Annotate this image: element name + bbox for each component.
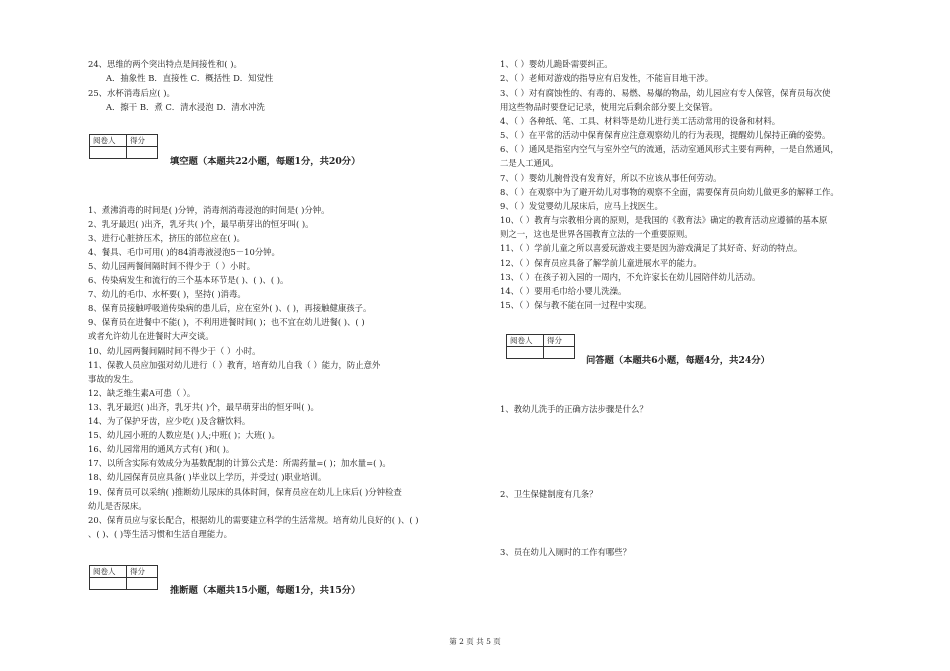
fill-item: 7、幼儿的毛巾、水杯要( )，坚持( )消毒。 [88,289,246,299]
fill-item: 12、缺乏维生素A可患（ ）。 [88,388,196,398]
judge-item: 4、（ ）各种纸、笔、工具、材料等是幼儿进行美工活动常用的设备和材料。 [500,116,781,126]
judge-item: 3、（ ）对有腐蚀性的、有毒的、易燃、易爆的物品，幼儿园应有专人保管，保育员每次使 [500,88,831,98]
judge-item: 12、（ ）保育员应具备了解学前儿童进展水平的能力。 [500,258,702,268]
fill-item: 15、幼儿园小班的人数应是( )人;中班( )；大班( )。 [88,430,280,440]
qa-item: 2、卫生保健制度有几条？ [500,489,598,499]
score-label: 得分 [127,566,158,578]
judge-item-cont: 二是人工通风。 [500,158,559,168]
fill-item-cont: 或者允许幼儿在进餐时大声交谈。 [88,331,214,341]
score-label: 得分 [544,335,575,347]
question-25: 25、水杯消毒后应( )。 [88,88,175,98]
fill-item: 1、煮沸消毒的时间是( )分钟，消毒剂消毒浸泡的时间是( )分钟。 [88,205,330,215]
fill-item: 16、幼儿园常用的通风方式有( )和( )。 [88,444,235,454]
fill-item: 18、幼儿园保育员应具备( )毕业以上学历，并受过( )职业培训。 [88,472,327,482]
reviewer-label: 阅卷人 [507,335,544,347]
judge-item: 15、（ ）保与教不能在同一过程中实现。 [500,300,652,310]
judge-item: 10、（ ）教育与宗教相分离的原则，是我国的《教育法》确定的教育活动应遵循的基本原 [500,215,828,225]
score-box [89,134,158,159]
fill-item: 13、乳牙最迟( )出齐，乳牙共( )个，最早萌芽出的恒牙叫( )。 [88,402,319,412]
fill-item: 14、为了保护牙齿，应少吃( )及含糖饮料。 [88,416,251,426]
judge-item-cont: 则之一，这也是世界各国教育立法的一个重要原则。 [500,229,693,239]
score-box [89,565,158,590]
fill-item-cont: 、( )、( )等生活习惯和生活自理能力。 [88,529,233,539]
fill-item: 3、进行心脏挤压术，挤压的部位应在( )。 [88,233,245,243]
section-judge-heading: 推断题（本题共15小题，每题1分，共15分） [170,585,361,596]
judge-item: 7、（ ）婴幼儿腕骨没有发育好，所以不应该从事任何劳动。 [500,173,722,183]
judge-item: 9、（ ）发觉婴幼儿尿床后，应马上找医生。 [500,201,663,211]
fill-item: 17、以所含实际有效成分为基数配制的计算公式是：所需药量=( )；加水量=( )。 [88,458,391,468]
section-fill-heading: 填空题（本题共22小题，每题1分，共20分） [170,156,361,167]
fill-item: 10、幼儿园两餐间隔时间不得少于（ ）小时。 [88,346,261,356]
qa-item: 3、员在幼儿入厕时的工作有哪些？ [500,547,631,557]
judge-item: 2、（ ）老师对游戏的指导应有启发性，不能盲目地干涉。 [500,73,714,83]
fill-item-cont: 事故的发生。 [88,374,139,384]
fill-item: 2、乳牙最迟( )出齐，乳牙共( )个，最早萌芽出的恒牙叫( )。 [88,219,314,229]
section-qa-heading: 问答题（本题共6小题，每题4分，共24分） [586,355,770,366]
fill-item: 19、保育员可以采纳( )推断幼儿尿床的具体时间，保育员应在幼儿上床后( )分钟检查 [88,487,402,497]
judge-item-cont: 用这些物品时要登记记录，使用完后剩余部分要上交保管。 [500,102,718,112]
question-24-options: A．抽象性 B．直接性 C．概括性 D．知觉性 [106,73,274,83]
fill-item: 9、保育员在进餐中不能( )，不利用进餐时间( )；也不宜在幼儿进餐( )、( ) [88,317,365,327]
judge-item: 6、（ ）通风是指室内空气与室外空气的流通，活动室通风形式主要有两种，一是自然通风， [500,144,839,154]
page-number: 第 2 页 共 5 页 [449,637,501,646]
fill-item: 6、传染病发生和流行的三个基本环节是( )、( )、( )。 [88,275,289,285]
qa-item: 1、教幼儿洗手的正确方法步骤是什么？ [500,404,648,414]
score-label: 得分 [127,135,158,147]
judge-item: 8、（ ）在观察中为了避开幼儿对事物的观察不全面，需要保育员向幼儿做更多的解释工作。 [500,187,839,197]
question-24: 24、思维的两个突出特点是间接性和( )。 [88,59,242,69]
judge-item: 14、（ ）要用毛巾给小婴儿洗澡。 [500,286,627,296]
judge-item: 13、（ ）在孩子初入园的一周内，不允许家长在幼儿园陪伴幼儿活动。 [500,272,761,282]
judge-item: 11、（ ）学前儿童之所以喜爱玩游戏主要是因为游戏满足了其好奇、好动的特点。 [500,243,803,253]
reviewer-label: 阅卷人 [90,135,127,147]
fill-item: 4、餐具、毛巾可用( )的84消毒液浸泡5－10分钟。 [88,247,280,257]
question-25-options: A．擦干 B．煮 C．清水浸泡 D．清水冲洗 [106,102,265,112]
fill-item: 11、保教人员应加强对幼儿进行（ ）教育，培育幼儿自我（ ）能力，防止意外 [88,360,381,370]
fill-item: 8、保育员接触呼吸道传染病的患儿后，应在室外( )、( )，再接触健康孩子。 [88,303,372,313]
fill-item-cont: 幼儿是否尿床。 [88,501,147,511]
judge-item: 5、（ ）在平常的活动中保育保育应注意观察幼儿的行为表现，提醒幼儿保持正确的姿势。 [500,130,831,140]
reviewer-label: 阅卷人 [90,566,127,578]
fill-item: 5、幼儿园两餐间隔时间不得少于（ ）小时。 [88,261,256,271]
score-box [506,334,575,359]
judge-item: 1、（ ）婴幼儿跪卧需要纠正。 [500,59,613,69]
fill-item: 20、保育员应与家长配合，根据幼儿的需要建立科学的生活常规。培育幼儿良好的( )、( ) [88,515,419,525]
